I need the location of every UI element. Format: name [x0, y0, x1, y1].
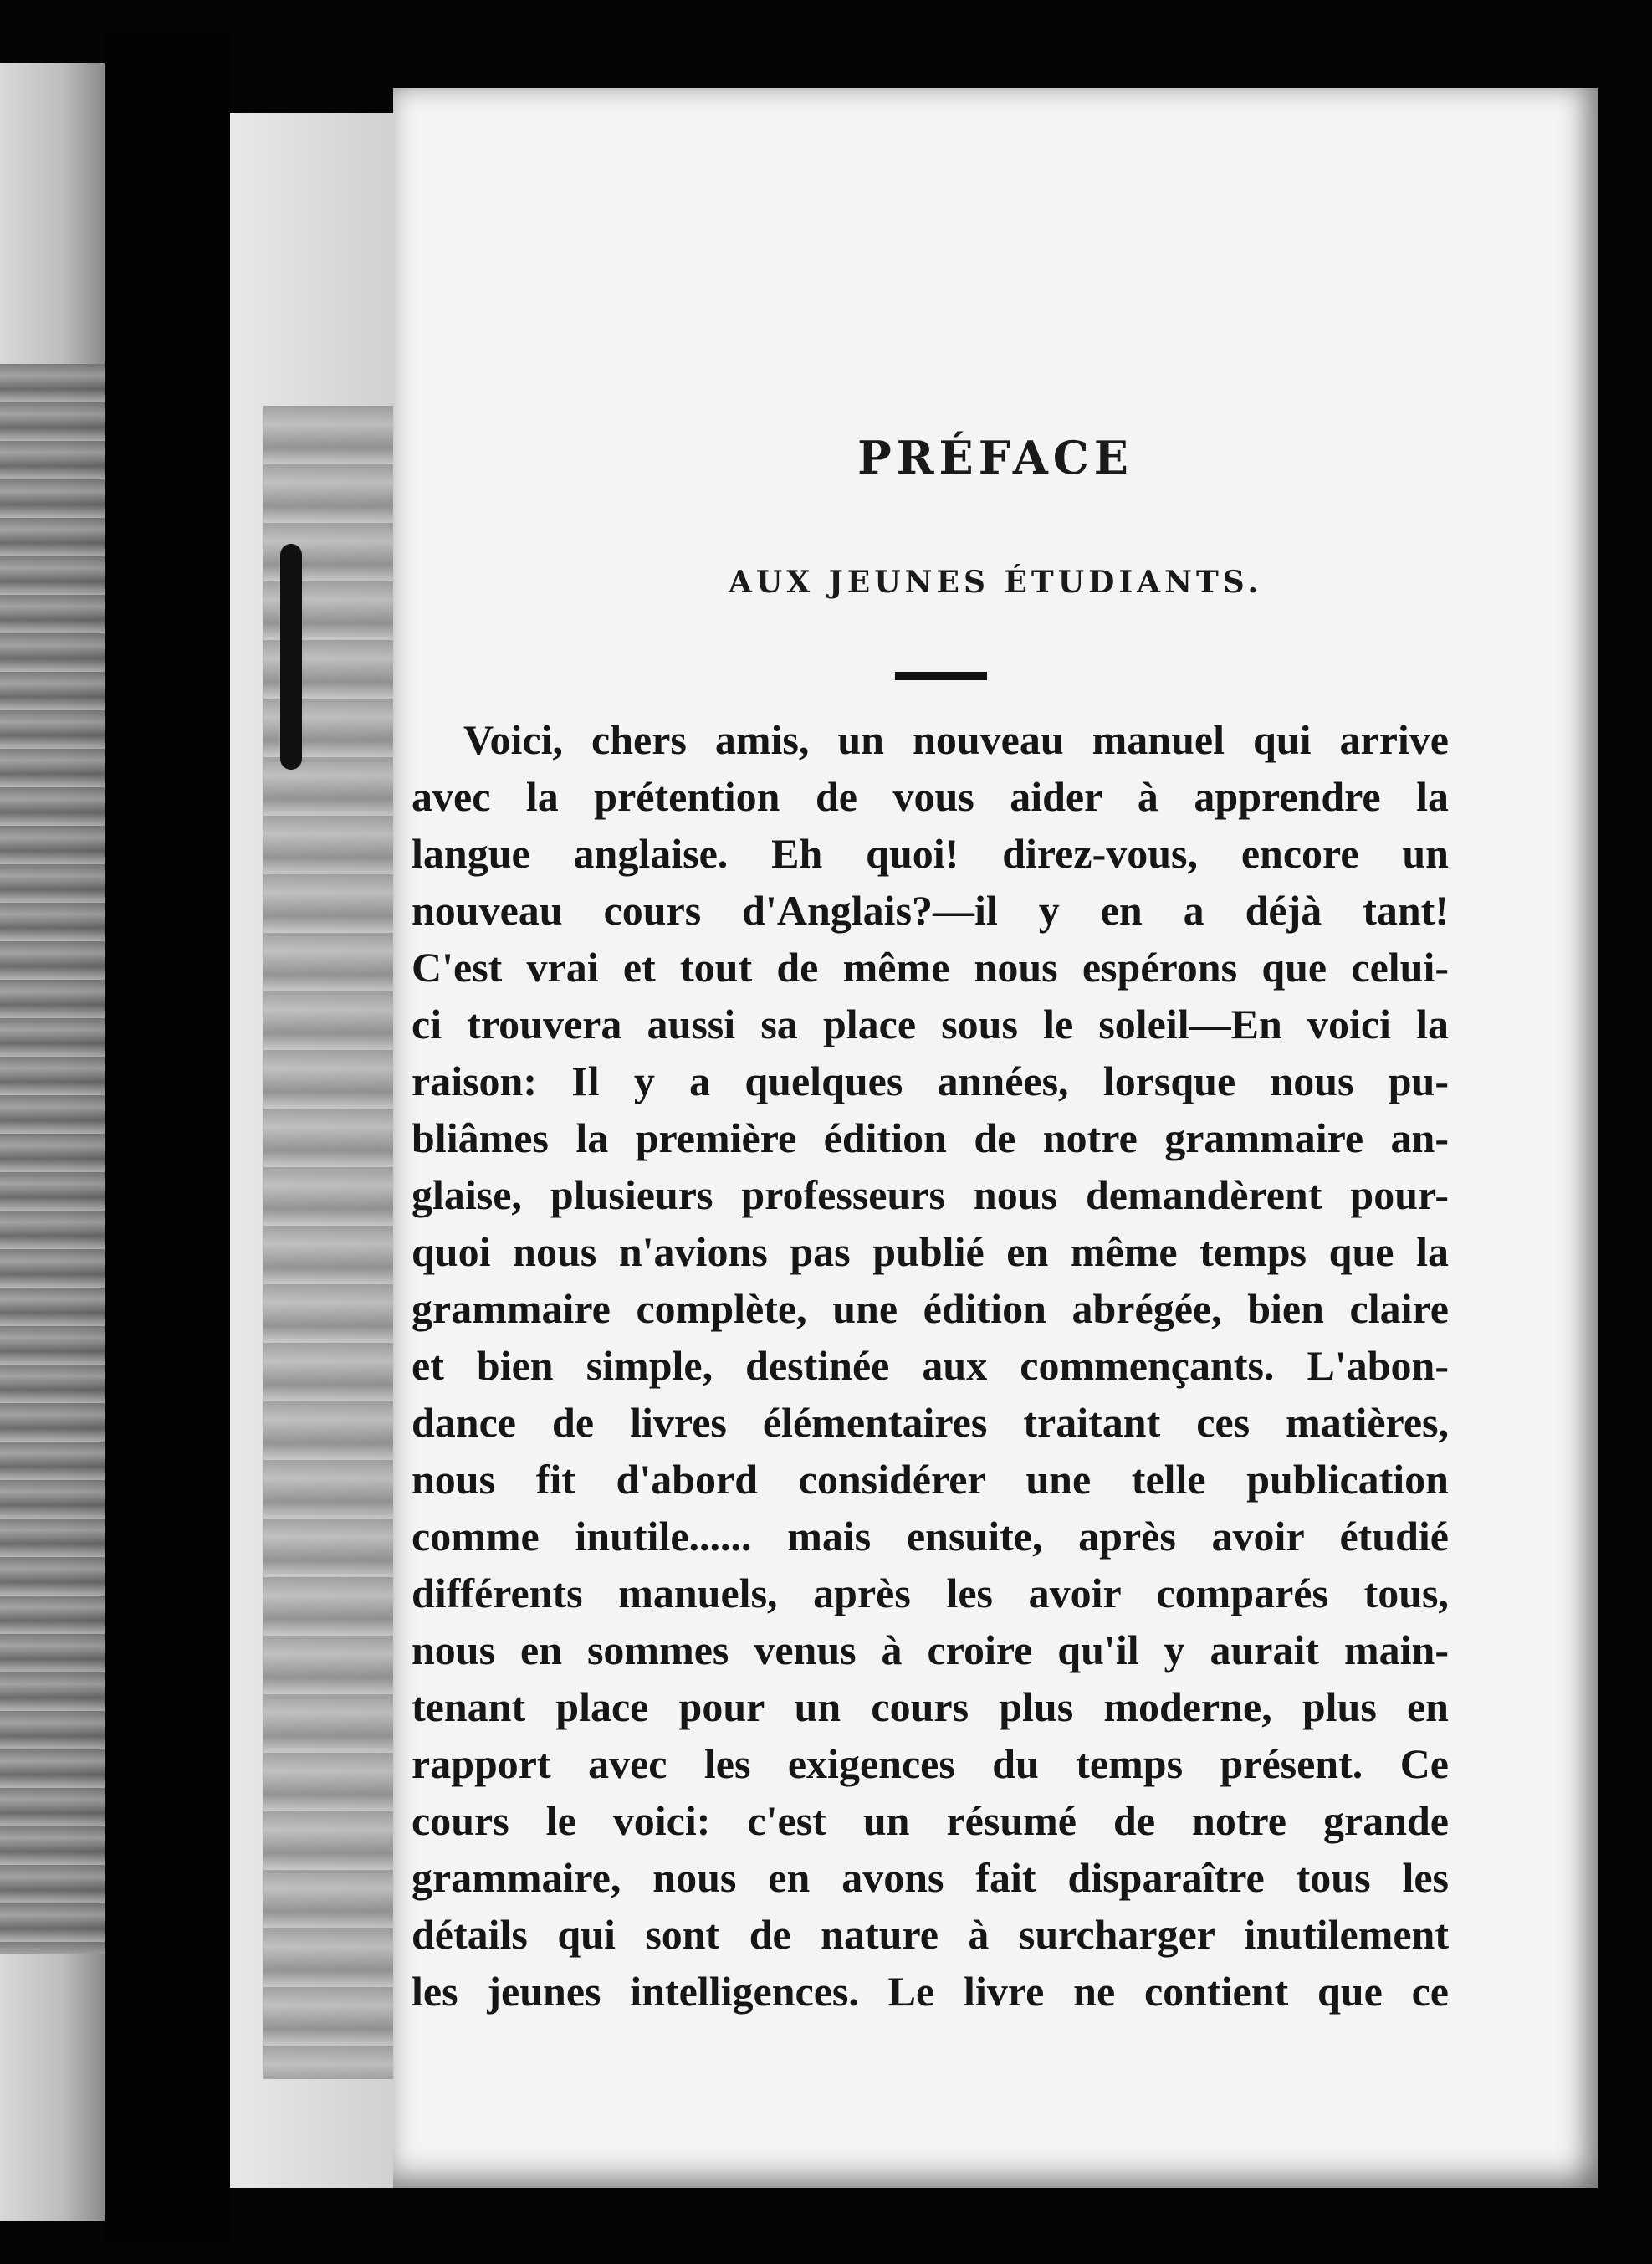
text-line: nous fit d'abord considérer une telle publication: [412, 1456, 1449, 1503]
worn-paper-edge: [0, 364, 105, 1954]
text-line: raison: Il y a quelques années, lorsque nous pu-: [412, 1058, 1449, 1104]
title-rule: [895, 672, 987, 680]
text-line: tenant place pour un cours plus moderne, plus en: [412, 1683, 1449, 1730]
text-line: quoi nous n'avions pas publié en même temps que la: [412, 1228, 1449, 1275]
text-line: avec la prétention de vous aider à apprendre la: [412, 773, 1449, 820]
text-line: détails qui sont de nature à surcharger inutilement: [412, 1911, 1449, 1958]
text-line: rapport avec les exigences du temps présent. Ce: [412, 1740, 1449, 1787]
text-line: les jeunes intelligences. Le livre ne contient que ce: [412, 1968, 1449, 2015]
text-line: C'est vrai et tout de même nous espérons que celui-: [412, 944, 1449, 991]
back-leaf: [230, 113, 406, 2188]
book-binding: [105, 33, 230, 2242]
text-line: glaise, plusieurs professeurs nous demandèrent pour-: [412, 1171, 1449, 1218]
text-line: dance de livres élémentaires traitant ces matières,: [412, 1399, 1449, 1446]
adjacent-page-fragment: [0, 63, 105, 2221]
text-line: différents manuels, après les avoir comparés tous,: [412, 1570, 1449, 1616]
page-title: PRÉFACE: [857, 431, 1133, 484]
text-line: bliâmes la première édition de notre grammaire an-: [412, 1114, 1449, 1161]
preface-text: [412, 711, 1449, 2020]
text-line: comme inutile...... mais ensuite, après avoir étudié: [412, 1513, 1449, 1560]
text-line: Voici, chers amis, un nouveau manuel qui arrive: [463, 716, 1449, 763]
text-line: nous en sommes venus à croire qu'il y aurait main-: [412, 1626, 1449, 1673]
text-line: cours le voici: c'est un résumé de notre grande: [412, 1797, 1449, 1844]
book-page: [393, 88, 1598, 2188]
text-line: ci trouvera aussi sa place sous le soleil—En voici la: [412, 1001, 1449, 1047]
text-line: grammaire complète, une édition abrégée, bien claire: [412, 1285, 1449, 1332]
text-line: grammaire, nous en avons fait disparaître tous les: [412, 1854, 1449, 1901]
text-line: et bien simple, destinée aux commençants. L'abon-: [412, 1342, 1449, 1389]
text-line: langue anglaise. Eh quoi! direz-vous, encore un: [412, 830, 1449, 877]
binding-hole: [280, 544, 302, 770]
text-line: nouveau cours d'Anglais?—il y en a déjà tant!: [412, 887, 1449, 934]
page-subtitle: AUX JEUNES ÉTUDIANTS.: [728, 565, 1263, 600]
